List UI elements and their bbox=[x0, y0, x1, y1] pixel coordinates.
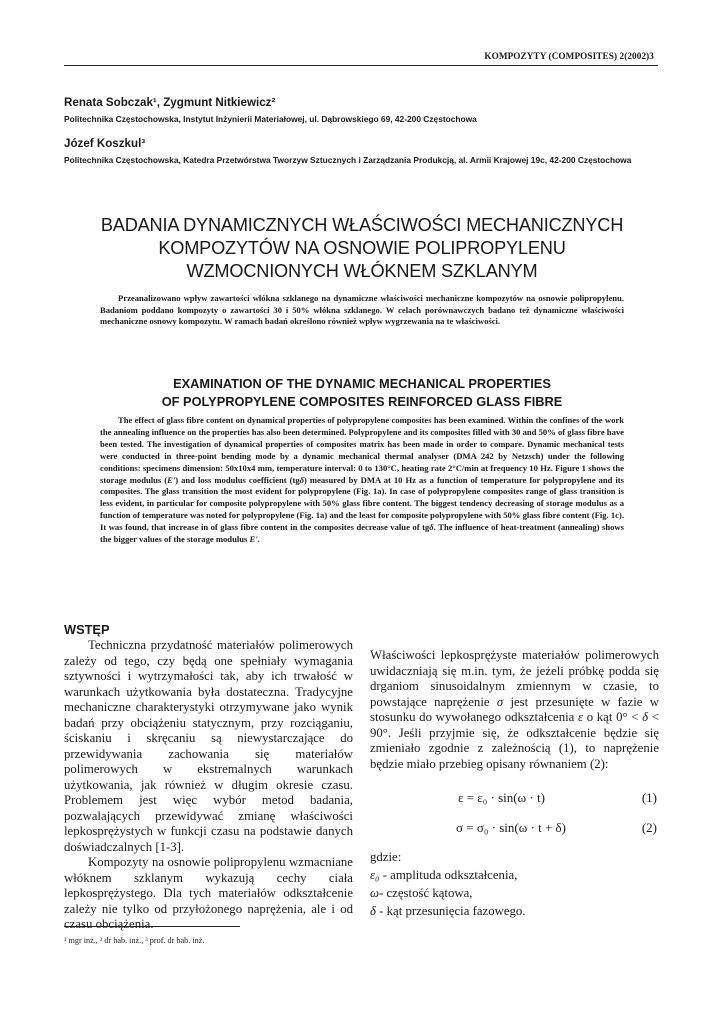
polish-abstract: Przeanalizowano wpływ zawartości włókna szklanego na dynamiczne właściwości mechaniczne kompozytów na osnowie polipropylenu. Badaniom poddano kompozyty o zawartości 30 i 50% włókna szklanego. W celach porównawczych badano też dynamiczne właściwości mechaniczne osnowy kompozytu. W ramach badań określono również wpływ wygrzewania na te właściwości. bbox=[100, 293, 624, 326]
delta-symbol: δ bbox=[642, 710, 649, 724]
where-symbol: δ bbox=[370, 904, 376, 918]
delta-symbol: δ bbox=[299, 474, 305, 485]
equation-1 bbox=[370, 790, 659, 808]
right-paragraph-part-3: o kąt 0° < bbox=[583, 710, 643, 724]
footnote-rule bbox=[64, 926, 240, 927]
where-text: - częstość kątowa, bbox=[379, 886, 473, 900]
english-title-line-1: EXAMINATION OF THE DYNAMIC MECHANICAL PROPERTIES bbox=[173, 376, 551, 391]
paragraph: Kompozyty na osnowie polipropylenu wzmacniane włóknem szklanym wykazują cechy ciała lepkosprężystego. Dla tych materiałów odkształcenie zależy nie tylko od przyłożonego naprężenia, ale i od czasu obciążenia. bbox=[64, 855, 353, 931]
right-paragraph-part-4: < 90°. Jeśli przyjmie się, że odkształcenie będzie się zmieniało zgodnie z zależnością (1), to naprężenie będzie miało przebieg opisany równaniem (2): bbox=[370, 710, 659, 771]
equation-number: (1) bbox=[641, 790, 657, 805]
english-title-line-2: OF POLYPROPYLENE COMPOSITES REINFORCED GLASS FIBRE bbox=[161, 393, 563, 409]
polish-title-line-2: KOMPOZYTÓW NA OSNOWIE POLIPROPYLENU bbox=[158, 238, 566, 258]
paragraph: Techniczna przydatność materiałów polimerowych zależy od tego, czy będą one spełniały wymagania sztywności i wytrzymałości tak, aby ich trwałość w warunkach użytkowania była dostateczna. Tradycyjne mechaniczne charakterystyki otrzymywane jako wynik badań przy obciążeniu statycznym, przy rozciąganiu, ściskaniu i skręcaniu są niewystarczające do przewidywania zachowania się materiałów polimerowych w ekstremalnych warunkach użytkowania, jak również w długim okresie czasu. Problemem jest więc wybór metod badania, pozwalających przewidywać zmianę właściwości lepkosprężystych w funkcji czasu na podstawie danych doświadczalnych [1-3]. bbox=[64, 638, 353, 854]
equation-formula: ε = ε₀ · sin(ω · t) bbox=[458, 790, 545, 805]
equation-2 bbox=[370, 820, 659, 838]
english-abstract-part-2: ) and loss modulus coefficient (tg bbox=[175, 474, 300, 485]
section-heading: WSTĘP bbox=[64, 622, 110, 637]
author-names-1: Renata Sobczak¹, Zygmunt Nitkiewicz² bbox=[64, 96, 276, 109]
where-item bbox=[370, 866, 526, 884]
english-abstract-part-3: ) measured by DMA at 10 Hz as a function of temperature for polypropylene and its composites. The glass transition the most evident for polypropylene (Fig. 1a). In case of polypropylene composites range of glass transition is less evident, in particular for composite polypropylene with 50% glass fibre content. The biggest tendency decreasing of storage modulus as a function of temperature was noted for polypropylene (Fig. 1a) and the least for composite polypropylene with 50% glass fibre content (Fig. 1c). It was found, that increase in of glass fibre content in the composites decrease value of tg bbox=[100, 474, 624, 533]
sigma-symbol: σ bbox=[496, 694, 504, 709]
storage-modulus-symbol: E' bbox=[249, 534, 258, 545]
right-paragraph-part-2: jest przesunięte w fazie w stosunku do wywołanego odkształcenia bbox=[370, 694, 659, 724]
where-item bbox=[370, 902, 526, 920]
author-names-2: Józef Koszkul³ bbox=[64, 137, 146, 150]
footnote: ¹ mgr inż., ² dr hab. inż., ³ prof. dr hab. inż. bbox=[64, 936, 205, 945]
polish-title bbox=[64, 214, 660, 283]
author-affiliation-2: Politechnika Częstochowska, Katedra Przetwórstwa Tworzyw Sztucznych i Zarządzania Produkcją, al. Armii Krajowej 19c, 42-200 Częstochowa bbox=[64, 155, 632, 165]
storage-modulus-symbol: E' bbox=[167, 474, 176, 485]
where-symbol: ω bbox=[370, 886, 380, 900]
right-paragraph-part-1: Właściwości lepkosprężyste materiałów polimerowych uwidaczniają się m.in. tym, że jeżeli próbkę podda się drganiom sinusoidalnym zmiennym w czasie, to powstające naprężenie bbox=[370, 648, 659, 709]
equation-number: (2) bbox=[641, 820, 657, 835]
where-list bbox=[370, 848, 526, 920]
equation-formula: σ = σ₀ · sin(ω · t + δ) bbox=[456, 820, 566, 835]
where-label: gdzie: bbox=[370, 850, 402, 864]
delta-symbol: δ bbox=[429, 522, 434, 533]
polish-title-line-3: WZMOCNIONYCH WŁÓKNEM SZKLANYM bbox=[186, 261, 538, 281]
right-column bbox=[370, 648, 659, 772]
epsilon-symbol: ε bbox=[578, 710, 584, 724]
author-affiliation-1: Politechnika Częstochowska, Instytut Inżynierii Materiałowej, ul. Dąbrowskiego 69, 42-200 Częstochowa bbox=[64, 114, 477, 124]
paragraph bbox=[370, 648, 659, 772]
journal-header: KOMPOZYTY (COMPOSITES) 2(2002)3 bbox=[484, 51, 654, 61]
english-title bbox=[64, 375, 660, 410]
where-item bbox=[370, 884, 526, 902]
polish-title-line-1: BADANIA DYNAMICZNYCH WŁAŚCIWOŚCI MECHANICZNYCH bbox=[100, 215, 624, 235]
english-abstract bbox=[100, 415, 624, 546]
english-abstract-part-1: The effect of glass fibre content on dynamical properties of polypropylene composites has been examined. Within the confines of the work the annealing influence on the properties has also been determined. Polypropylene and its composites filled with 30 and 50% of glass fibre have been tested. The investigation of dynamical properties of composites matrix has been made in order to compare. Dynamic mechanical tests were conducted in three-point bending mode by a dynamic mechanical thermal analyser (DMA 242 by Netzsch) under the following conditions: specimens dimension: 50x10x4 mm, temperature interval: 0 to 130°C, heating rate 2°C/min at frequency 10 Hz. Figure 1 shows the storage modulus ( bbox=[100, 415, 624, 485]
where-symbol: ε₀ bbox=[370, 868, 380, 882]
header-rule bbox=[64, 65, 658, 66]
where-text: - amplituda odkształcenia, bbox=[379, 868, 518, 882]
left-column bbox=[64, 638, 353, 933]
where-text: - kąt przesunięcia fazowego. bbox=[375, 904, 526, 918]
english-abstract-part-4: . The influence of heat-treatment (annealing) shows the bigger values of the storage modulus bbox=[100, 522, 624, 545]
english-abstract-part-5: . bbox=[257, 534, 260, 545]
